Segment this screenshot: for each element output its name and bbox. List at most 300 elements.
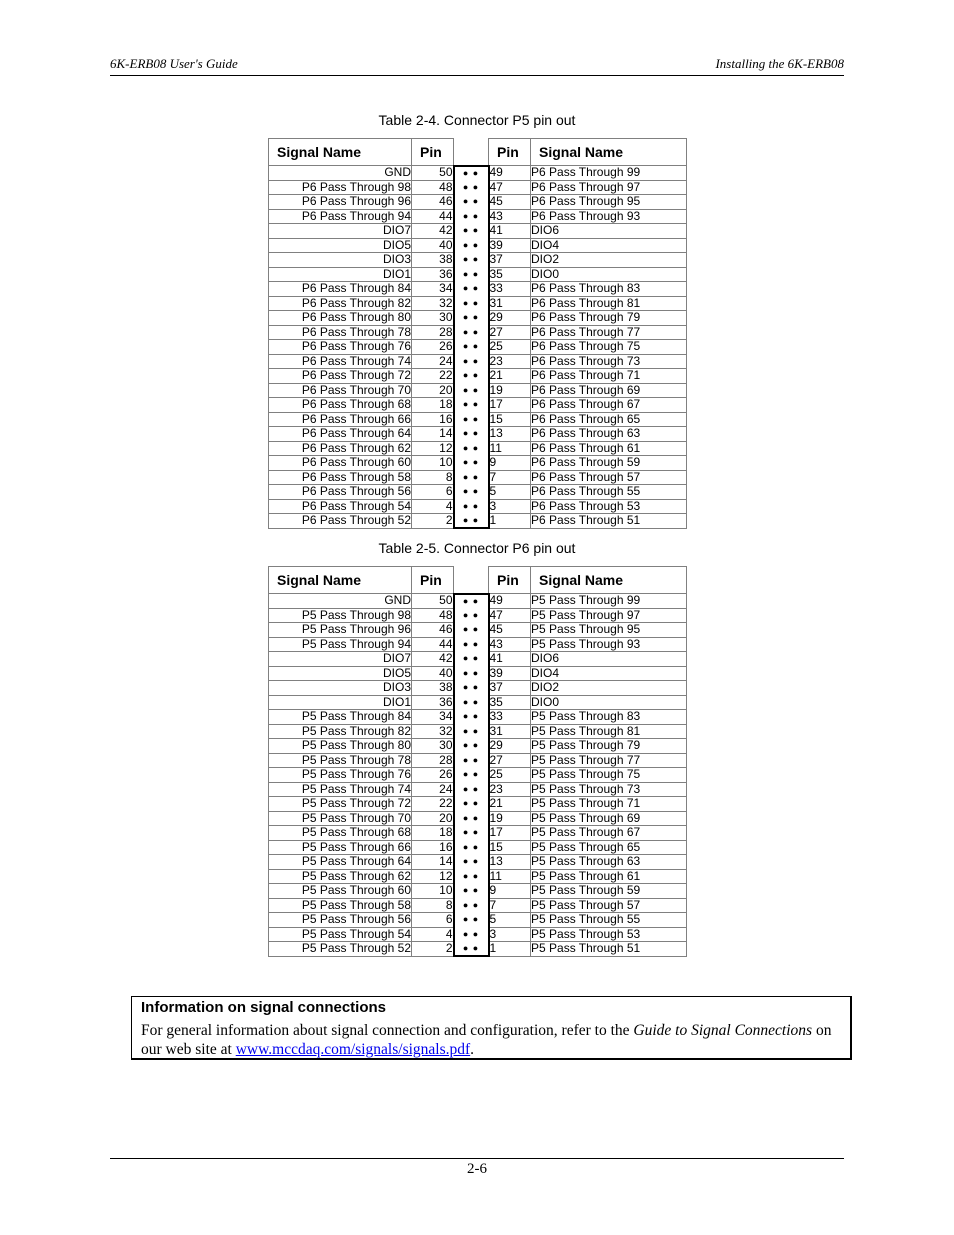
pin-number-right: 17 — [489, 826, 531, 841]
connector-pin-pair: ● ● — [454, 166, 489, 181]
signal-name-right: P6 Pass Through 75 — [531, 340, 687, 355]
pin-number-left: 44 — [412, 637, 454, 652]
table-row — [269, 623, 687, 638]
pin-number-left: 32 — [412, 296, 454, 311]
pin-number-right: 17 — [489, 398, 531, 413]
connector-pin-pair: ● ● — [454, 782, 489, 797]
signal-name-left: P5 Pass Through 56 — [269, 913, 412, 928]
signal-name-left: P5 Pass Through 66 — [269, 840, 412, 855]
signal-name-right: DIO0 — [531, 267, 687, 282]
table-row — [269, 383, 687, 398]
header-pin-left: Pin — [412, 139, 454, 166]
connector-pin-pair: ● ● — [454, 608, 489, 623]
signal-name-right: P5 Pass Through 65 — [531, 840, 687, 855]
table-row — [269, 369, 687, 384]
pin-number-right: 41 — [489, 652, 531, 667]
pin-number-left: 12 — [412, 869, 454, 884]
header-pin-right: Pin — [489, 567, 531, 594]
signal-name-left: P6 Pass Through 54 — [269, 499, 412, 514]
connector-pin-pair: ● ● — [454, 296, 489, 311]
pin-number-left: 18 — [412, 398, 454, 413]
table-row — [269, 224, 687, 239]
connector-pin-pair: ● ● — [454, 470, 489, 485]
table-row — [269, 470, 687, 485]
table-row — [269, 412, 687, 427]
pin-number-right: 9 — [489, 884, 531, 899]
connector-pin-pair: ● ● — [454, 325, 489, 340]
connector-pin-pair: ● ● — [454, 637, 489, 652]
pin-number-left: 38 — [412, 681, 454, 696]
table-row — [269, 398, 687, 413]
pin-number-left: 4 — [412, 927, 454, 942]
signal-name-right: P5 Pass Through 53 — [531, 927, 687, 942]
signal-name-right: P6 Pass Through 73 — [531, 354, 687, 369]
table-row — [269, 913, 687, 928]
pin-number-right: 31 — [489, 296, 531, 311]
signal-name-left: DIO1 — [269, 267, 412, 282]
signal-name-right: P5 Pass Through 59 — [531, 884, 687, 899]
signal-name-left: P5 Pass Through 64 — [269, 855, 412, 870]
pin-number-right: 37 — [489, 681, 531, 696]
pin-number-left: 8 — [412, 470, 454, 485]
pin-number-left: 22 — [412, 369, 454, 384]
connector-pin-pair: ● ● — [454, 412, 489, 427]
pin-number-left: 30 — [412, 311, 454, 326]
table-row — [269, 681, 687, 696]
signal-name-left: P5 Pass Through 72 — [269, 797, 412, 812]
pin-number-left: 42 — [412, 224, 454, 239]
signal-name-right: P5 Pass Through 67 — [531, 826, 687, 841]
pin-number-left: 14 — [412, 427, 454, 442]
signal-name-left: P6 Pass Through 72 — [269, 369, 412, 384]
pin-number-left: 18 — [412, 826, 454, 841]
pin-number-right: 1 — [489, 942, 531, 957]
pin-number-right: 49 — [489, 594, 531, 609]
pin-number-left: 30 — [412, 739, 454, 754]
pin-number-right: 47 — [489, 608, 531, 623]
signal-name-right: P5 Pass Through 77 — [531, 753, 687, 768]
table-row — [269, 325, 687, 340]
signal-name-right: P6 Pass Through 59 — [531, 456, 687, 471]
connector-pin-pair: ● ● — [454, 666, 489, 681]
signal-name-left: P5 Pass Through 54 — [269, 927, 412, 942]
signal-name-left: P5 Pass Through 76 — [269, 768, 412, 783]
connector-pin-pair: ● ● — [454, 594, 489, 609]
table-row — [269, 739, 687, 754]
signal-name-right: P5 Pass Through 95 — [531, 623, 687, 638]
signal-name-left: P6 Pass Through 94 — [269, 209, 412, 224]
table-row — [269, 485, 687, 500]
pin-number-right: 15 — [489, 412, 531, 427]
signal-name-right: P6 Pass Through 55 — [531, 485, 687, 500]
connector-pin-pair: ● ● — [454, 253, 489, 268]
pin-number-right: 27 — [489, 753, 531, 768]
table-row — [269, 768, 687, 783]
connector-pin-pair: ● ● — [454, 927, 489, 942]
pin-number-left: 50 — [412, 166, 454, 181]
connector-pin-pair: ● ● — [454, 739, 489, 754]
header-pin-right: Pin — [489, 139, 531, 166]
signal-name-left: P6 Pass Through 80 — [269, 311, 412, 326]
pin-number-right: 25 — [489, 340, 531, 355]
connector-pin-pair: ● ● — [454, 681, 489, 696]
signal-name-right: P5 Pass Through 55 — [531, 913, 687, 928]
table-row — [269, 710, 687, 725]
connector-pin-pair: ● ● — [454, 724, 489, 739]
table-row — [269, 724, 687, 739]
signal-name-right: P6 Pass Through 97 — [531, 180, 687, 195]
pin-number-right: 39 — [489, 238, 531, 253]
signal-name-left: P6 Pass Through 84 — [269, 282, 412, 297]
connector-pin-pair: ● ● — [454, 195, 489, 210]
signal-name-left: P6 Pass Through 56 — [269, 485, 412, 500]
signal-name-left: P6 Pass Through 98 — [269, 180, 412, 195]
pin-number-left: 40 — [412, 238, 454, 253]
signal-name-right: P5 Pass Through 73 — [531, 782, 687, 797]
page-header — [110, 55, 844, 76]
pin-number-left: 36 — [412, 267, 454, 282]
signal-name-left: P6 Pass Through 58 — [269, 470, 412, 485]
header-pin-left: Pin — [412, 567, 454, 594]
page-number: 2-6 — [467, 1161, 487, 1177]
signal-name-right: P5 Pass Through 75 — [531, 768, 687, 783]
signal-name-right: P6 Pass Through 99 — [531, 166, 687, 181]
table-row — [269, 811, 687, 826]
signal-name-left: P5 Pass Through 96 — [269, 623, 412, 638]
table-row — [269, 267, 687, 282]
pin-number-right: 21 — [489, 797, 531, 812]
pin-number-right: 19 — [489, 383, 531, 398]
signal-name-right: P5 Pass Through 81 — [531, 724, 687, 739]
pin-number-right: 3 — [489, 499, 531, 514]
pin-number-right: 1 — [489, 514, 531, 529]
info-box-signal-connections — [131, 996, 852, 1060]
connector-pin-pair: ● ● — [454, 942, 489, 957]
signal-name-left: P5 Pass Through 52 — [269, 942, 412, 957]
header-connector — [454, 139, 489, 166]
header-connector — [454, 567, 489, 594]
signal-name-right: DIO0 — [531, 695, 687, 710]
pin-number-right: 43 — [489, 637, 531, 652]
header-signal-name-left: Signal Name — [269, 139, 412, 166]
table-row — [269, 209, 687, 224]
signal-name-left: P6 Pass Through 82 — [269, 296, 412, 311]
connector-pin-pair: ● ● — [454, 884, 489, 899]
table-row — [269, 753, 687, 768]
signal-name-right: P6 Pass Through 65 — [531, 412, 687, 427]
table-row — [269, 884, 687, 899]
connector-pin-pair: ● ● — [454, 753, 489, 768]
pin-number-left: 10 — [412, 456, 454, 471]
table-row — [269, 855, 687, 870]
table-row — [269, 311, 687, 326]
table-row — [269, 594, 687, 609]
signal-name-left: P5 Pass Through 60 — [269, 884, 412, 899]
signal-name-left: P5 Pass Through 62 — [269, 869, 412, 884]
signal-name-right: DIO4 — [531, 666, 687, 681]
table-row — [269, 499, 687, 514]
pin-number-left: 16 — [412, 412, 454, 427]
pin-number-left: 44 — [412, 209, 454, 224]
table-row — [269, 637, 687, 652]
header-section-title: Installing the 6K-ERB08 — [715, 56, 844, 71]
connector-pin-pair: ● ● — [454, 224, 489, 239]
pin-number-right: 21 — [489, 369, 531, 384]
signal-name-left: GND — [269, 166, 412, 181]
signal-name-right: P5 Pass Through 99 — [531, 594, 687, 609]
connector-pin-pair: ● ● — [454, 797, 489, 812]
connector-pin-pair: ● ● — [454, 209, 489, 224]
pin-number-left: 6 — [412, 913, 454, 928]
table-row — [269, 253, 687, 268]
signal-name-left: P5 Pass Through 58 — [269, 898, 412, 913]
signal-name-left: DIO7 — [269, 224, 412, 239]
signal-name-left: P6 Pass Through 70 — [269, 383, 412, 398]
pin-number-right: 29 — [489, 311, 531, 326]
signal-name-left: P5 Pass Through 98 — [269, 608, 412, 623]
connector-pin-pair: ● ● — [454, 340, 489, 355]
pin-number-left: 50 — [412, 594, 454, 609]
info-text-after: . — [470, 1041, 475, 1058]
signal-name-left: P5 Pass Through 78 — [269, 753, 412, 768]
signal-name-left: P6 Pass Through 74 — [269, 354, 412, 369]
pin-number-left: 20 — [412, 383, 454, 398]
signal-name-left: DIO7 — [269, 652, 412, 667]
table-row — [269, 826, 687, 841]
table-row — [269, 238, 687, 253]
table-p5-caption: Table 2-4. Connector P5 pin out — [378, 112, 576, 128]
signal-name-right: DIO2 — [531, 253, 687, 268]
table-row — [269, 282, 687, 297]
connector-pin-pair: ● ● — [454, 768, 489, 783]
connector-pin-pair: ● ● — [454, 383, 489, 398]
pin-number-left: 6 — [412, 485, 454, 500]
connector-pin-pair: ● ● — [454, 898, 489, 913]
pin-number-left: 48 — [412, 608, 454, 623]
signal-name-right: P5 Pass Through 51 — [531, 942, 687, 957]
pin-number-left: 46 — [412, 195, 454, 210]
pin-number-left: 48 — [412, 180, 454, 195]
pin-number-left: 28 — [412, 753, 454, 768]
signal-name-left: P5 Pass Through 70 — [269, 811, 412, 826]
pin-number-right: 3 — [489, 927, 531, 942]
table-row — [269, 441, 687, 456]
pin-number-right: 23 — [489, 354, 531, 369]
signal-name-right: P6 Pass Through 63 — [531, 427, 687, 442]
signal-name-left: GND — [269, 594, 412, 609]
header-guide-title: 6K-ERB08 User's Guide — [110, 56, 238, 71]
table-row — [269, 782, 687, 797]
table-p6-caption: Table 2-5. Connector P6 pin out — [378, 540, 576, 556]
pin-number-right: 7 — [489, 470, 531, 485]
table-row — [269, 456, 687, 471]
pin-number-right: 19 — [489, 811, 531, 826]
signal-name-right: P6 Pass Through 77 — [531, 325, 687, 340]
signal-name-left: P5 Pass Through 68 — [269, 826, 412, 841]
pin-number-right: 29 — [489, 739, 531, 754]
pin-number-right: 11 — [489, 869, 531, 884]
connector-pin-pair: ● ● — [454, 441, 489, 456]
pin-number-right: 5 — [489, 913, 531, 928]
connector-pin-pair: ● ● — [454, 311, 489, 326]
signal-name-right: P5 Pass Through 93 — [531, 637, 687, 652]
connector-pin-pair: ● ● — [454, 456, 489, 471]
page-footer — [110, 1158, 844, 1177]
signal-name-right: P6 Pass Through 95 — [531, 195, 687, 210]
pin-number-right: 45 — [489, 195, 531, 210]
signal-name-right: DIO2 — [531, 681, 687, 696]
table-row — [269, 869, 687, 884]
signal-name-left: P6 Pass Through 64 — [269, 427, 412, 442]
signal-name-right: P6 Pass Through 57 — [531, 470, 687, 485]
pin-number-right: 13 — [489, 855, 531, 870]
table-row — [269, 797, 687, 812]
pin-number-right: 49 — [489, 166, 531, 181]
signal-name-right: P5 Pass Through 57 — [531, 898, 687, 913]
pin-number-left: 16 — [412, 840, 454, 855]
signal-name-left: P6 Pass Through 96 — [269, 195, 412, 210]
signal-name-right: P6 Pass Through 81 — [531, 296, 687, 311]
pin-number-right: 35 — [489, 267, 531, 282]
pin-number-left: 10 — [412, 884, 454, 899]
signal-name-right: P6 Pass Through 69 — [531, 383, 687, 398]
pin-number-left: 2 — [412, 514, 454, 529]
table-row — [269, 180, 687, 195]
connector-pin-pair: ● ● — [454, 354, 489, 369]
signal-name-left: P5 Pass Through 84 — [269, 710, 412, 725]
connector-pin-pair: ● ● — [454, 840, 489, 855]
connector-pin-pair: ● ● — [454, 514, 489, 529]
pin-number-right: 23 — [489, 782, 531, 797]
table-row — [269, 340, 687, 355]
signal-name-right: P5 Pass Through 63 — [531, 855, 687, 870]
connector-pin-pair: ● ● — [454, 282, 489, 297]
pin-number-right: 45 — [489, 623, 531, 638]
connector-pin-pair: ● ● — [454, 398, 489, 413]
signal-name-left: P5 Pass Through 80 — [269, 739, 412, 754]
header-signal-name-right: Signal Name — [531, 567, 687, 594]
table-row — [269, 514, 687, 529]
table-header-row — [269, 139, 687, 166]
connector-pin-pair: ● ● — [454, 180, 489, 195]
table-row — [269, 296, 687, 311]
signal-name-right: P5 Pass Through 61 — [531, 869, 687, 884]
pin-number-right: 7 — [489, 898, 531, 913]
table-row — [269, 166, 687, 181]
connector-pin-pair: ● ● — [454, 913, 489, 928]
signal-name-right: P5 Pass Through 97 — [531, 608, 687, 623]
pin-number-left: 34 — [412, 710, 454, 725]
signal-name-left: DIO3 — [269, 681, 412, 696]
connector-pin-pair: ● ● — [454, 238, 489, 253]
signal-name-right: P5 Pass Through 71 — [531, 797, 687, 812]
pin-number-right: 5 — [489, 485, 531, 500]
table-p6-pinout — [268, 566, 687, 957]
signal-name-right: P6 Pass Through 53 — [531, 499, 687, 514]
pin-number-left: 34 — [412, 282, 454, 297]
signal-name-left: P6 Pass Through 68 — [269, 398, 412, 413]
table-row — [269, 427, 687, 442]
info-text-before: For general information about signal connection and configuration, refer to the — [141, 1022, 634, 1039]
pin-number-left: 14 — [412, 855, 454, 870]
pin-number-right: 31 — [489, 724, 531, 739]
signal-name-left: DIO3 — [269, 253, 412, 268]
connector-pin-pair: ● ● — [454, 623, 489, 638]
pin-number-right: 15 — [489, 840, 531, 855]
signal-name-right: DIO4 — [531, 238, 687, 253]
signal-name-right: P5 Pass Through 83 — [531, 710, 687, 725]
signal-name-left: P6 Pass Through 62 — [269, 441, 412, 456]
connector-pin-pair: ● ● — [454, 369, 489, 384]
table-header-row — [269, 567, 687, 594]
signal-name-right: P6 Pass Through 79 — [531, 311, 687, 326]
pin-number-left: 24 — [412, 354, 454, 369]
connector-pin-pair: ● ● — [454, 710, 489, 725]
connector-pin-pair: ● ● — [454, 826, 489, 841]
signal-name-left: DIO5 — [269, 666, 412, 681]
signal-name-left: DIO1 — [269, 695, 412, 710]
signal-name-right: DIO6 — [531, 224, 687, 239]
pin-number-right: 47 — [489, 180, 531, 195]
table-row — [269, 898, 687, 913]
signals-pdf-link[interactable]: www.mccdaq.com/signals/signals.pdf — [235, 1041, 471, 1058]
table-row — [269, 354, 687, 369]
info-box-body — [141, 1021, 841, 1059]
signal-name-right: P6 Pass Through 83 — [531, 282, 687, 297]
connector-pin-pair: ● ● — [454, 427, 489, 442]
pin-number-right: 43 — [489, 209, 531, 224]
table-row — [269, 695, 687, 710]
pin-number-right: 25 — [489, 768, 531, 783]
pin-number-right: 41 — [489, 224, 531, 239]
connector-pin-pair: ● ● — [454, 499, 489, 514]
pin-number-left: 42 — [412, 652, 454, 667]
pin-number-left: 32 — [412, 724, 454, 739]
pin-number-left: 2 — [412, 942, 454, 957]
signal-name-left: P5 Pass Through 74 — [269, 782, 412, 797]
signal-name-right: P6 Pass Through 93 — [531, 209, 687, 224]
table-row — [269, 840, 687, 855]
pin-number-left: 20 — [412, 811, 454, 826]
signal-name-left: P5 Pass Through 94 — [269, 637, 412, 652]
signal-name-right: P6 Pass Through 67 — [531, 398, 687, 413]
table-row — [269, 927, 687, 942]
table-row — [269, 666, 687, 681]
pin-number-right: 11 — [489, 441, 531, 456]
pin-number-left: 28 — [412, 325, 454, 340]
pin-number-left: 4 — [412, 499, 454, 514]
connector-pin-pair: ● ● — [454, 695, 489, 710]
table-row — [269, 608, 687, 623]
signal-name-left: P6 Pass Through 60 — [269, 456, 412, 471]
pin-number-right: 13 — [489, 427, 531, 442]
info-box-title: Information on signal connections — [141, 999, 387, 1016]
signal-name-right: P6 Pass Through 61 — [531, 441, 687, 456]
pin-number-right: 9 — [489, 456, 531, 471]
signal-name-left: P6 Pass Through 66 — [269, 412, 412, 427]
table-row — [269, 942, 687, 957]
pin-number-left: 12 — [412, 441, 454, 456]
table-p5-pinout — [268, 138, 687, 529]
pin-number-left: 26 — [412, 340, 454, 355]
pin-number-left: 24 — [412, 782, 454, 797]
pin-number-left: 46 — [412, 623, 454, 638]
info-text-middle: on our web site at — [141, 1022, 832, 1058]
pin-number-right: 27 — [489, 325, 531, 340]
table-row — [269, 652, 687, 667]
connector-pin-pair: ● ● — [454, 485, 489, 500]
table-row — [269, 195, 687, 210]
